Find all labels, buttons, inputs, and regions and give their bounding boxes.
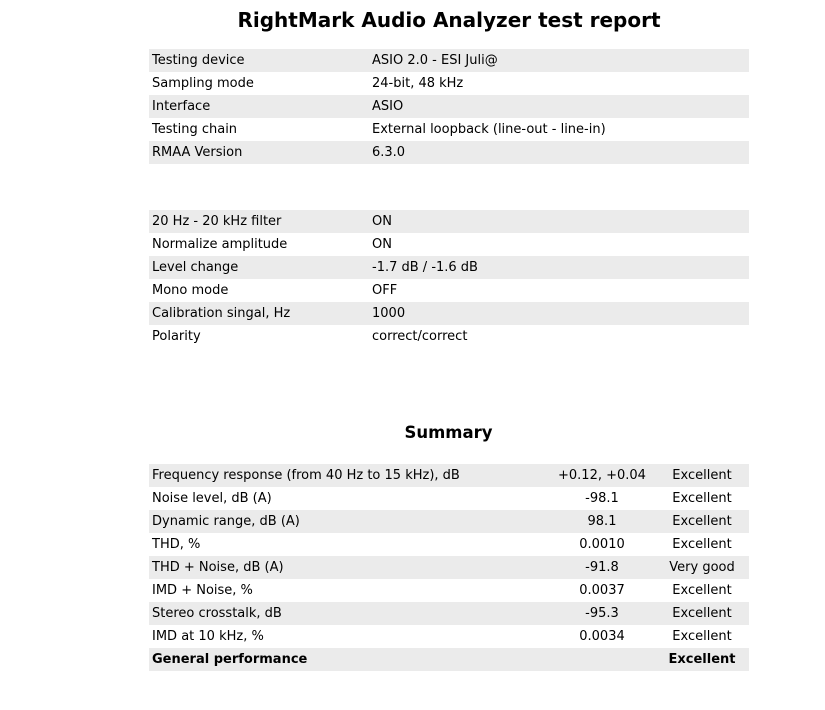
table-row xyxy=(149,579,749,602)
info-label: Sampling mode xyxy=(149,72,369,95)
table-row xyxy=(149,279,749,302)
setting-label: Calibration singal, Hz xyxy=(149,302,369,325)
metric-value: 0.0010 xyxy=(549,533,655,556)
setting-value: ON xyxy=(369,233,749,256)
table-row xyxy=(149,302,749,325)
summary-table xyxy=(149,464,749,671)
metric-label: THD + Noise, dB (A) xyxy=(149,556,549,579)
table-row xyxy=(149,602,749,625)
table-row xyxy=(149,141,749,164)
metric-label: Noise level, dB (A) xyxy=(149,487,549,510)
setting-value: OFF xyxy=(369,279,749,302)
metric-value: -98.1 xyxy=(549,487,655,510)
metric-label: Dynamic range, dB (A) xyxy=(149,510,549,533)
metric-label: Frequency response (from 40 Hz to 15 kHz), dB xyxy=(149,464,549,487)
metric-value: 0.0034 xyxy=(549,625,655,648)
table-row xyxy=(149,95,749,118)
table-row xyxy=(149,118,749,141)
device-info-table xyxy=(149,49,749,164)
overall-rating: Excellent xyxy=(655,648,749,671)
settings-table xyxy=(149,210,749,348)
metric-value: 98.1 xyxy=(549,510,655,533)
metric-rating: Excellent xyxy=(655,625,749,648)
table-row xyxy=(149,72,749,95)
metric-rating: Excellent xyxy=(655,602,749,625)
overall-row xyxy=(149,648,749,671)
info-value: External loopback (line-out - line-in) xyxy=(369,118,749,141)
metric-rating: Excellent xyxy=(655,464,749,487)
info-label: Testing device xyxy=(149,49,369,72)
summary-heading: Summary xyxy=(404,423,493,442)
info-value: ASIO 2.0 - ESI Juli@ xyxy=(369,49,749,72)
info-value: 6.3.0 xyxy=(369,141,749,164)
setting-value: ON xyxy=(369,210,749,233)
metric-label: IMD at 10 kHz, % xyxy=(149,625,549,648)
info-value: 24-bit, 48 kHz xyxy=(369,72,749,95)
table-row xyxy=(149,256,749,279)
table-row xyxy=(149,487,749,510)
info-value: ASIO xyxy=(369,95,749,118)
table-row xyxy=(149,464,749,487)
table-row xyxy=(149,233,749,256)
table-row xyxy=(149,625,749,648)
report-title: RightMark Audio Analyzer test report xyxy=(237,8,661,32)
metric-value: 0.0037 xyxy=(549,579,655,602)
metric-rating: Excellent xyxy=(655,579,749,602)
table-row xyxy=(149,533,749,556)
setting-label: Normalize amplitude xyxy=(149,233,369,256)
setting-label: Mono mode xyxy=(149,279,369,302)
setting-value: -1.7 dB / -1.6 dB xyxy=(369,256,749,279)
metric-rating: Excellent xyxy=(655,533,749,556)
table-row xyxy=(149,510,749,533)
table-row xyxy=(149,556,749,579)
overall-label: General performance xyxy=(149,648,549,671)
setting-value: 1000 xyxy=(369,302,749,325)
setting-value: correct/correct xyxy=(369,325,749,348)
table-row xyxy=(149,325,749,348)
info-label: RMAA Version xyxy=(149,141,369,164)
metric-value: -91.8 xyxy=(549,556,655,579)
metric-value: -95.3 xyxy=(549,602,655,625)
metric-rating: Very good xyxy=(655,556,749,579)
metric-label: THD, % xyxy=(149,533,549,556)
info-label: Interface xyxy=(149,95,369,118)
overall-value xyxy=(549,648,655,671)
metric-rating: Excellent xyxy=(655,510,749,533)
table-row xyxy=(149,49,749,72)
metric-value: +0.12, +0.04 xyxy=(549,464,655,487)
setting-label: Level change xyxy=(149,256,369,279)
setting-label: Polarity xyxy=(149,325,369,348)
info-label: Testing chain xyxy=(149,118,369,141)
table-row xyxy=(149,210,749,233)
metric-rating: Excellent xyxy=(655,487,749,510)
setting-label: 20 Hz - 20 kHz filter xyxy=(149,210,369,233)
metric-label: Stereo crosstalk, dB xyxy=(149,602,549,625)
metric-label: IMD + Noise, % xyxy=(149,579,549,602)
